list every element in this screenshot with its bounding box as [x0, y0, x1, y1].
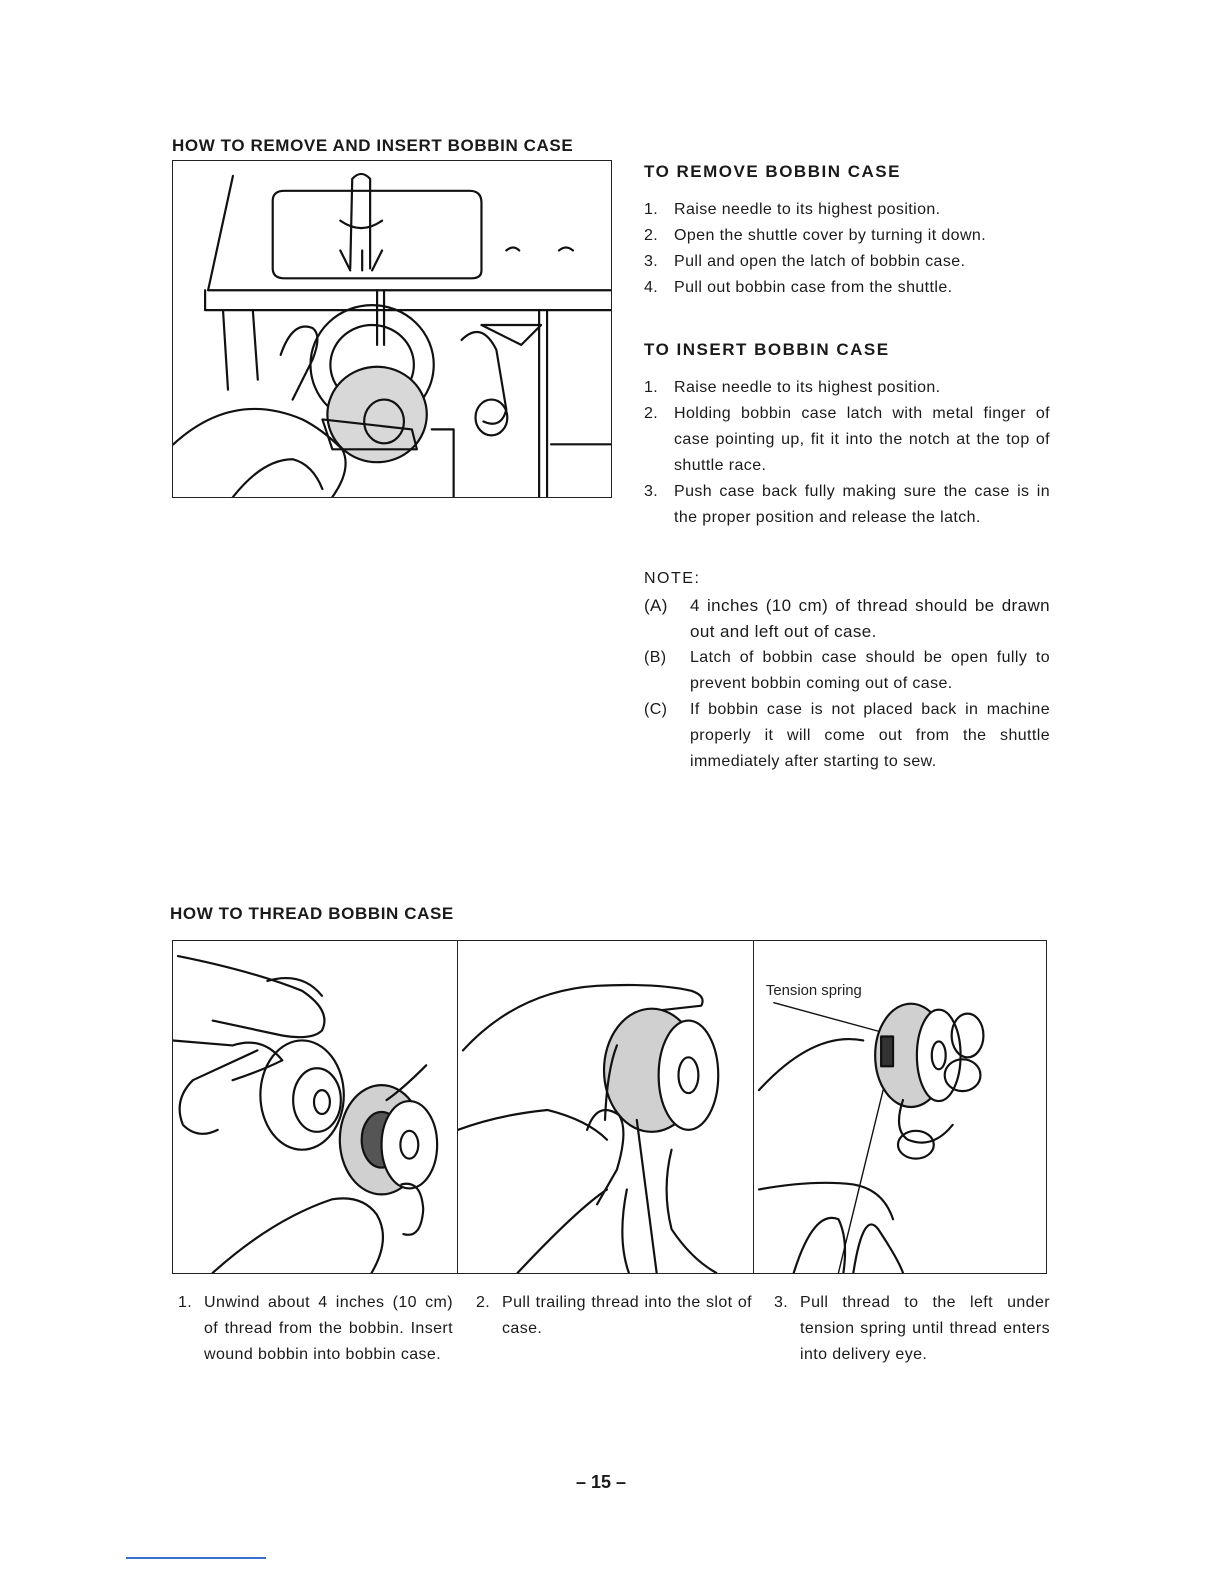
illustration-tension-spring	[754, 941, 1046, 1273]
note-text: 4 inches (10 cm) of thread should be drawn out and left out of case.	[690, 596, 1050, 641]
caption-step-2	[476, 1290, 752, 1342]
figure-thread-step-1	[172, 940, 458, 1274]
insert-step	[644, 375, 1050, 401]
note-label: NOTE:	[644, 570, 701, 587]
illustration-machine-shuttle	[173, 161, 611, 497]
note-text: Latch of bobbin case should be open fully to prevent bobbin coming out of case.	[690, 649, 1050, 692]
step-text: Pull out bobbin case from the shuttle.	[674, 279, 953, 296]
caption-text: Unwind about 4 inches (10 cm) of thread from the bobbin. Insert wound bobbin into bobbin case.	[204, 1294, 453, 1363]
insert-step	[644, 401, 1050, 479]
caption-step-3	[774, 1290, 1050, 1368]
note-marker: (A)	[644, 596, 668, 615]
remove-step	[644, 275, 1050, 301]
page-number: – 15 –	[576, 1472, 627, 1492]
section-heading-thread-bobbin-case: HOW TO THREAD BOBBIN CASE	[170, 904, 454, 923]
step-text: Push case back fully making sure the case is in the proper position and release the latch.	[674, 483, 1050, 526]
subheading-remove-bobbin-case: TO REMOVE BOBBIN CASE	[644, 162, 901, 181]
insert-steps-list	[644, 375, 1050, 531]
step-text: Pull and open the latch of bobbin case.	[674, 253, 966, 270]
step-text: Raise needle to its highest position.	[674, 201, 941, 218]
step-number: 2.	[644, 405, 659, 422]
step-number: 2.	[644, 227, 659, 244]
section-heading-remove-insert: HOW TO REMOVE AND INSERT BOBBIN CASE	[172, 136, 574, 155]
illustration-insert-bobbin	[173, 941, 457, 1273]
remove-step	[644, 249, 1050, 275]
figure-thread-step-2	[457, 940, 754, 1274]
note-text: If bobbin case is not placed back in machine properly it will come out from the shuttle immediately after starting to sew.	[690, 701, 1050, 770]
callout-tension-spring: Tension spring	[765, 982, 862, 999]
note-list	[644, 593, 1050, 775]
subheading-insert-bobbin-case: TO INSERT BOBBIN CASE	[644, 340, 890, 359]
caption-text: Pull thread to the left under tension spring until thread enters into delivery eye.	[800, 1294, 1050, 1363]
caption-step-1	[178, 1290, 453, 1368]
remove-steps-list	[644, 197, 1050, 301]
remove-step	[644, 223, 1050, 249]
step-number: 1.	[644, 201, 659, 218]
step-number: 4.	[644, 279, 659, 296]
step-number: 1.	[644, 379, 659, 396]
note-marker: (C)	[644, 701, 668, 718]
note-item	[644, 593, 1050, 645]
note-item	[644, 645, 1050, 697]
step-number: 3.	[644, 253, 659, 270]
caption-number: 2.	[476, 1294, 491, 1311]
caption-text: Pull trailing thread into the slot of case.	[502, 1294, 752, 1337]
step-text: Raise needle to its highest position.	[674, 379, 941, 396]
step-text: Holding bobbin case latch with metal finger of case pointing up, fit it into the notch at the top of shuttle race.	[674, 405, 1050, 474]
step-number: 3.	[644, 483, 659, 500]
note-marker: (B)	[644, 649, 667, 666]
insert-step	[644, 479, 1050, 531]
footer-divider	[126, 1557, 266, 1559]
note-item	[644, 697, 1050, 775]
remove-step	[644, 197, 1050, 223]
step-text: Open the shuttle cover by turning it down.	[674, 227, 987, 244]
illustration-pull-thread-into-slot	[458, 941, 753, 1273]
figure-thread-step-3	[753, 940, 1047, 1274]
caption-number: 3.	[774, 1294, 789, 1311]
figure-remove-bobbin-case	[172, 160, 612, 498]
caption-number: 1.	[178, 1294, 193, 1311]
